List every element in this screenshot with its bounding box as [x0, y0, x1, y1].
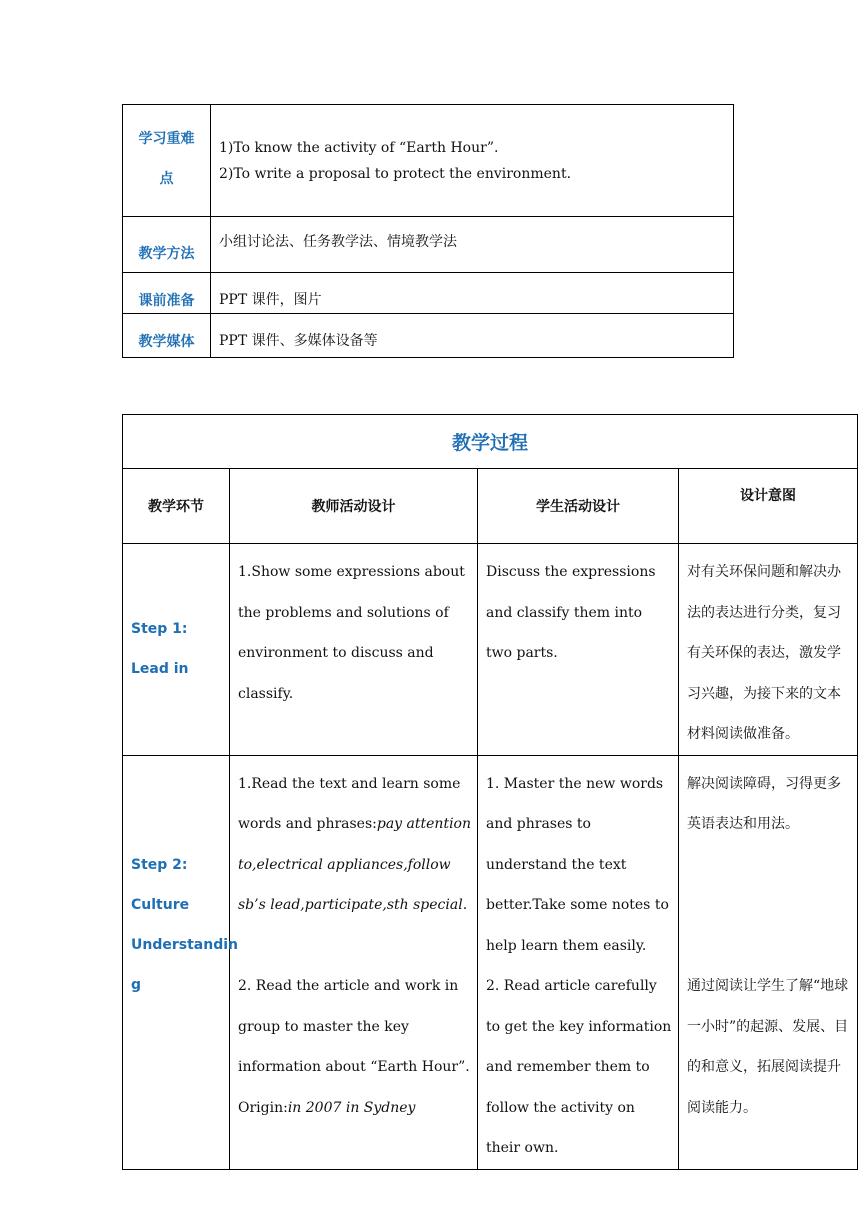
- table-title-row: [123, 415, 858, 469]
- teacher-activity-1: [238, 764, 471, 926]
- row-label: 教学方法: [123, 217, 211, 273]
- step-label-text: g: [131, 976, 142, 993]
- step-label-text: Step 2:: [131, 856, 188, 873]
- row-content: PPT 课件，图片: [211, 273, 734, 314]
- student-activity-2: 2. Read article carefully to get the key information and remember them to follow the activity on their own.: [486, 978, 672, 1156]
- step-label-text: Culture: [131, 896, 190, 913]
- row-content: 小组讨论法、任务教学法、情境教学法: [211, 217, 734, 273]
- student-activity-1: 1. Master the new words and phrases to understand the text better.Take some notes to help learn them easily.: [486, 775, 669, 954]
- origin-value: in 2007 in Sydney: [287, 1099, 416, 1116]
- table-row: [123, 217, 734, 273]
- student-activity: [478, 755, 679, 1169]
- table-row: [123, 314, 734, 358]
- table-row-step1: [123, 544, 858, 756]
- label-text: 点: [159, 171, 174, 187]
- step-label-text: Understandin: [131, 936, 238, 953]
- origin-label: Origin:: [238, 1099, 288, 1116]
- teacher-activity: 1.Show some expressions about the problems and solutions of environment to discuss and classify.: [230, 544, 478, 756]
- content-line: 1)To know the activity of “Earth Hour”.: [219, 140, 499, 156]
- info-table: [122, 104, 734, 358]
- column-header: 设计意图: [679, 469, 858, 544]
- row-label: 课前准备: [123, 273, 211, 314]
- table-row: [123, 105, 734, 217]
- column-header: 学生活动设计: [478, 469, 679, 544]
- vocabulary-list: pay attention to,electrical appliances,follow sb’s lead,participate,sth special.: [238, 816, 471, 913]
- label-text: 学习重难: [138, 131, 195, 147]
- process-title: 教学过程: [123, 415, 858, 469]
- row-content: PPT 课件、多媒体设备等: [211, 314, 734, 358]
- step-label-text: Step 1:: [131, 621, 188, 638]
- table-row: [123, 273, 734, 314]
- origin-line: [238, 1088, 471, 1129]
- column-header: 教师活动设计: [230, 469, 478, 544]
- design-intent-1: 解决阅读障碍，习得更多英语表达和用法。: [687, 775, 841, 832]
- teacher-activity-2: 2. Read the article and work in group to master the key information about “Earth Hour”.: [238, 978, 470, 1075]
- design-intent: 对有关环保问题和解决办法的表达进行分类，复习有关环保的表达，激发学习兴趣，为接下来的文本材料阅读做准备。: [679, 544, 858, 756]
- column-header: 教学环节: [123, 469, 230, 544]
- content-line: 2)To write a proposal to protect the environment.: [219, 166, 572, 182]
- process-table: [122, 414, 858, 1170]
- design-intent-2: 通过阅读让学生了解“地球一小时”的起源、发展、目的和意义，拓展阅读提升阅读能力。: [687, 978, 849, 1116]
- design-intent: [679, 755, 858, 1169]
- activity-text: 1.Read the text and learn some words and phrases:: [238, 775, 461, 832]
- table-row-step2: [123, 755, 858, 1169]
- step-label: [123, 544, 230, 756]
- step-label-text: Lead in: [131, 661, 189, 678]
- row-label: 教学媒体: [123, 314, 211, 358]
- student-activity: Discuss the expressions and classify them into two parts.: [478, 544, 679, 756]
- row-content: [211, 105, 734, 217]
- row-label: [123, 105, 211, 217]
- teacher-activity: [230, 755, 478, 1169]
- table-header-row: [123, 469, 858, 544]
- step-label: [123, 755, 238, 1169]
